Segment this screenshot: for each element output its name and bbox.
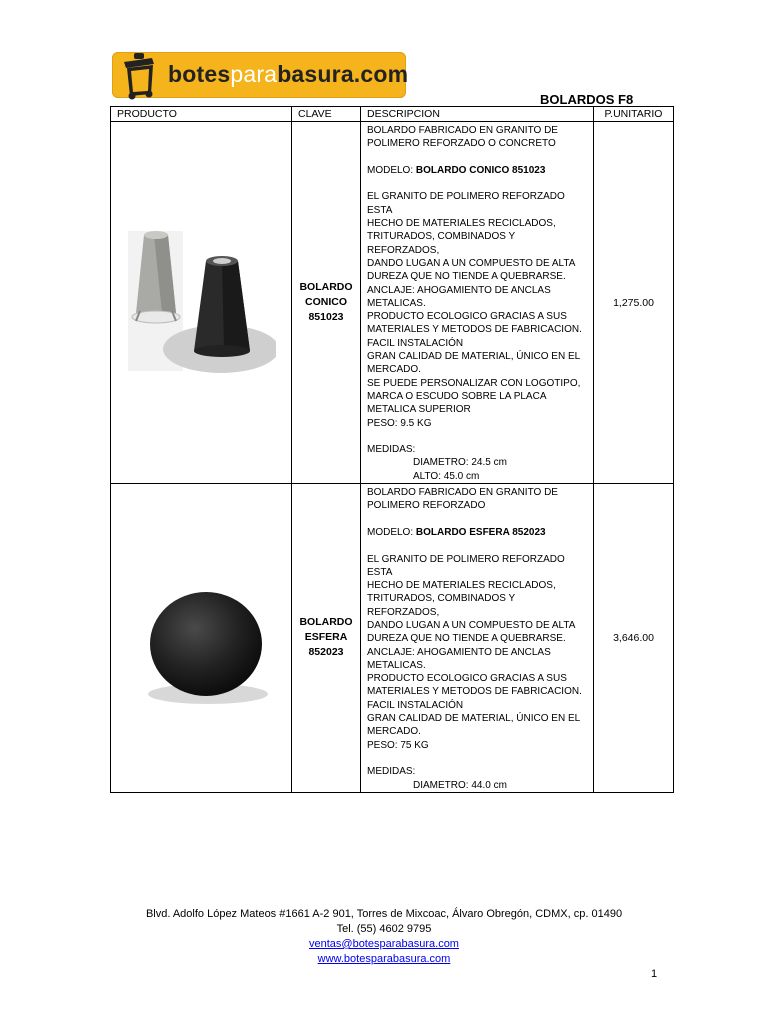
product-table: [110, 106, 674, 793]
table-header-row: [111, 107, 674, 122]
website-link[interactable]: www.botesparabasura.com: [317, 953, 451, 965]
product-description-cell: BOLARDO FABRICADO EN GRANITO DE POLIMERO REFORZADO MODELO: BOLARDO ESFERA 852023 EL GRANITO DE POLIMERO REFORZADO ESTA HECHO DE MATERIALES RECICLADOS, TRITURADOS, COMBINADOS Y REFORZADOS, DANDO LUGAN A UN COMPUESTO DE ALTA DUREZA QUE NO TIENDE A QUEBRARSE. ANCLAJE: AHOGAMIENTO DE ANCLAS METALICAS. PRODUCTO ECOLOGICO GRACIAS A SUS MATERIALES Y METODOS DE FABRICACION. FACIL INSTALACIÓN GRAN CALIDAD DE MATERIAL, ÚNICO EN EL MERCADO. PESO: 75 KG MEDIDAS: DIAMETRO: 44.0 cm: [361, 484, 594, 793]
product-code-cell: BOLARDO CONICO 851023: [292, 122, 361, 484]
table-row: [111, 484, 674, 793]
document-title: BOLARDOS F8: [540, 92, 634, 107]
table-row: [111, 122, 674, 484]
product-price-cell: 1,275.00: [594, 122, 674, 484]
product-image-cell: [111, 122, 292, 484]
sphere-bollard-image: [126, 556, 276, 716]
brand-name: botesparabasura.com: [168, 61, 409, 87]
product-code-cell: BOLARDO ESFERA 852023: [292, 484, 361, 793]
email-link[interactable]: ventas@botesparabasura.com: [309, 938, 459, 950]
page-number: 1: [651, 968, 658, 980]
product-image-cell: [111, 484, 292, 793]
product-price-cell: 3,646.00: [594, 484, 674, 793]
footer-phone: Tel. (55) 4602 9795: [336, 923, 432, 935]
footer-website-row: [0, 953, 768, 965]
header-product: PRODUCTO: [111, 107, 292, 122]
header-unit-price: P.UNITARIO: [594, 107, 674, 122]
trash-bin-icon: [118, 48, 158, 100]
product-description-cell: BOLARDO FABRICADO EN GRANITO DE POLIMERO REFORZADO O CONCRETO MODELO: BOLARDO CONICO 851023 EL GRANITO DE POLIMERO REFORZADO ESTA HECHO DE MATERIALES RECICLADOS, TRITURADOS, COMBINADOS Y REFORZADOS, DANDO LUGAN A UN COMPUESTO DE ALTA DUREZA QUE NO TIENDE A QUEBRARSE. ANCLAJE: AHOGAMIENTO DE ANCLAS METALICAS. PRODUCTO ECOLOGICO GRACIAS A SUS MATERIALES Y METODOS DE FABRICACION. FACIL INSTALACIÓN GRAN CALIDAD DE MATERIAL, ÚNICO EN EL MERCADO. SE PUEDE PERSONALIZAR CON LOGOTIPO, MARCA O ESCUDO SOBRE LA PLACA METALICA SUPERIOR PESO: 9.5 KG MEDIDAS: DIAMETRO: 24.5 cm ALTO: 45.0 cm: [361, 122, 594, 484]
footer-address: Blvd. Adolfo López Mateos #1661 A-2 901, Torres de Mixcoac, Álvaro Obregón, CDMX, cp. 01490: [145, 908, 623, 920]
header-code: CLAVE: [292, 107, 361, 122]
conical-bollard-image: [126, 221, 276, 381]
footer-email-row: [0, 938, 768, 950]
header-description: DESCRIPCION: [361, 107, 594, 122]
brand-logo: [112, 52, 409, 98]
